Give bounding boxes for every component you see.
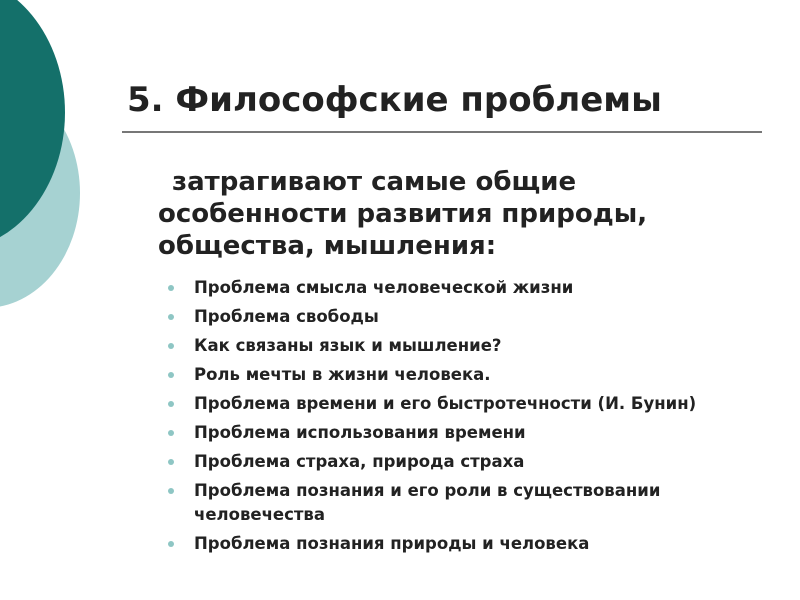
bullet-icon	[168, 488, 174, 494]
title-divider	[122, 131, 762, 133]
bullet-item	[165, 479, 765, 527]
bullet-item	[165, 363, 765, 387]
bullet-icon	[168, 372, 174, 378]
bullet-text: Проблема времени и его быстротечности (И. Бунин)	[194, 394, 697, 413]
bullet-item	[165, 450, 765, 474]
bullet-icon	[168, 343, 174, 349]
bullet-item	[165, 392, 765, 416]
bullet-text: Роль мечты в жизни человека.	[194, 365, 491, 384]
bullet-text: Как связаны язык и мышление?	[194, 336, 502, 355]
bullet-text: Проблема смысла человеческой жизни	[194, 278, 574, 297]
slide-intro	[158, 166, 768, 262]
bullet-text: Проблема свободы	[194, 307, 379, 326]
bullet-icon	[168, 430, 174, 436]
slide-intro-text: затрагивают самые общие особенности развития природы, общества, мышления:	[158, 167, 648, 261]
bullet-icon	[168, 401, 174, 407]
bullet-text: Проблема страха, природа страха	[194, 452, 525, 471]
bullet-icon	[168, 459, 174, 465]
bullet-item	[165, 334, 765, 358]
slide-title: 5. Философские проблемы	[127, 80, 662, 120]
bullet-text: Проблема использования времени	[194, 423, 526, 442]
bullet-item	[165, 421, 765, 445]
bullet-icon	[168, 314, 174, 320]
bullet-text: Проблема познания и его роли в существовании человечества	[194, 481, 661, 524]
bullet-icon	[168, 285, 174, 291]
bullet-icon	[168, 541, 174, 547]
bullet-text: Проблема познания природы и человека	[194, 534, 590, 553]
bullet-item	[165, 532, 765, 556]
bullet-item	[165, 305, 765, 329]
bullet-item	[165, 276, 765, 300]
bullet-list	[165, 276, 765, 561]
